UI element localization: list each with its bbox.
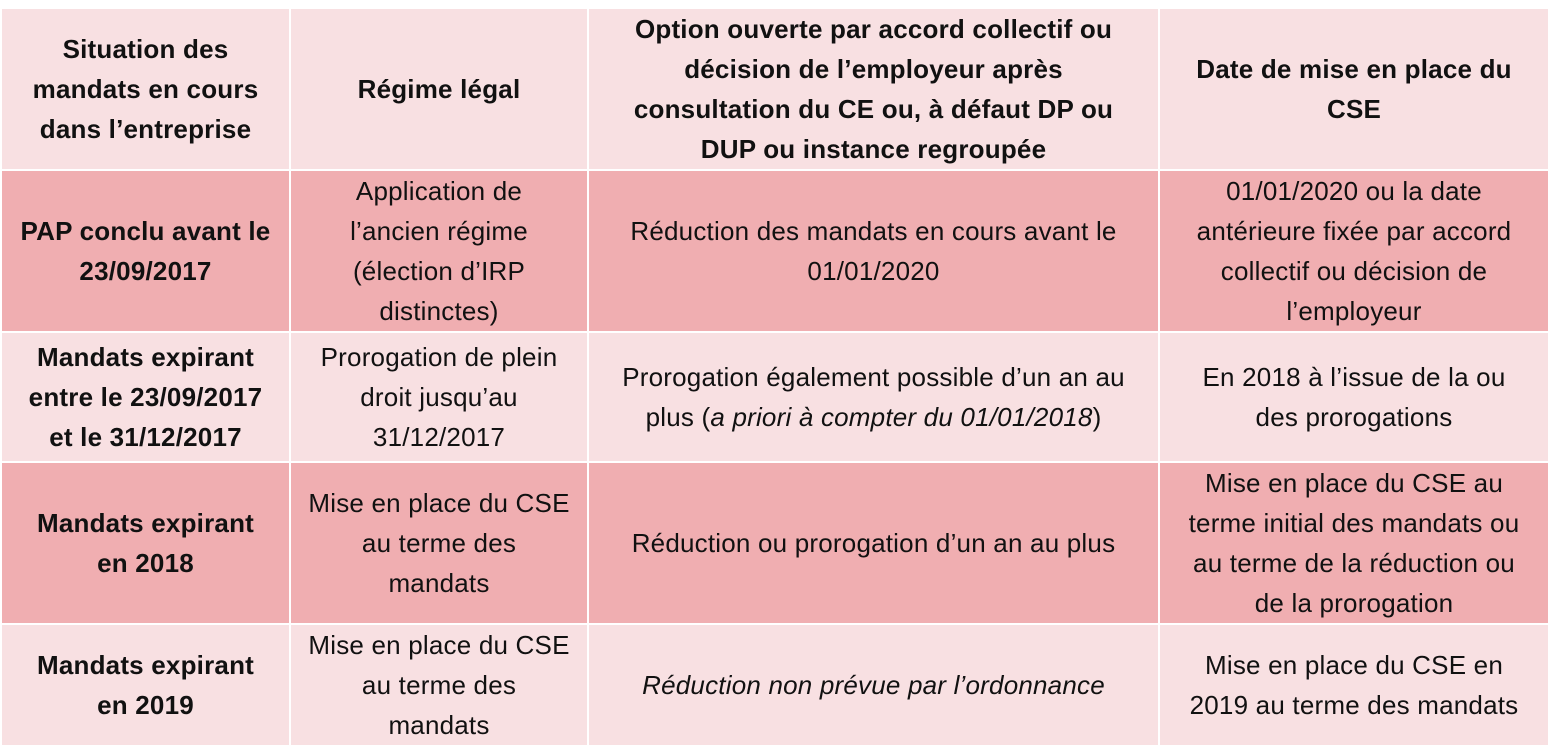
row-option: [588, 624, 1159, 746]
table-row: [1, 462, 1548, 624]
table-row: [1, 332, 1548, 462]
row-option: [588, 332, 1159, 462]
table-row: [1, 624, 1548, 746]
table-row: [1, 170, 1548, 332]
row-option-italic-text: a priori à compter du 01/01/2018: [710, 402, 1093, 432]
row-option-text: Prorogation également possible d’un an au plus (: [622, 362, 1125, 432]
row-option: Réduction ou prorogation d’un an au plus: [588, 462, 1159, 624]
table-header-row: [1, 8, 1548, 170]
header-option: Option ouverte par accord collectif ou décision de l’employeur après consultation du CE ou, à défaut DP ou DUP ou instance regroupée: [588, 8, 1159, 170]
row-date: 01/01/2020 ou la date antérieure fixée par accord collectif ou décision de l’employeur: [1159, 170, 1548, 332]
row-situation: Mandats expirant entre le 23/09/2017 et le 31/12/2017: [1, 332, 290, 462]
row-option: Réduction des mandats en cours avant le 01/01/2020: [588, 170, 1159, 332]
row-situation: Mandats expirant en 2018: [1, 462, 290, 624]
row-date: En 2018 à l’issue de la ou des prorogations: [1159, 332, 1548, 462]
row-situation: Mandats expirant en 2019: [1, 624, 290, 746]
row-date: Mise en place du CSE au terme initial des mandats ou au terme de la réduction ou de la prorogation: [1159, 462, 1548, 624]
header-date-cse: Date de mise en place du CSE: [1159, 8, 1548, 170]
row-regime: Mise en place du CSE au terme des mandats: [290, 462, 588, 624]
header-situation: Situation des mandats en cours dans l’entreprise: [1, 8, 290, 170]
row-regime: Application de l’ancien régime (élection d’IRP distinctes): [290, 170, 588, 332]
mandates-table-wrapper: [0, 7, 1548, 740]
row-option-close-paren: ): [1092, 402, 1102, 432]
row-situation: PAP conclu avant le 23/09/2017: [1, 170, 290, 332]
row-date: Mise en place du CSE en 2019 au terme des mandats: [1159, 624, 1548, 746]
row-regime: Prorogation de plein droit jusqu’au 31/12/2017: [290, 332, 588, 462]
row-regime: Mise en place du CSE au terme des mandats: [290, 624, 588, 746]
row-option-italic-text: Réduction non prévue par l’ordonnance: [642, 670, 1105, 700]
mandates-table: [0, 7, 1548, 747]
header-regime-legal: Régime légal: [290, 8, 588, 170]
